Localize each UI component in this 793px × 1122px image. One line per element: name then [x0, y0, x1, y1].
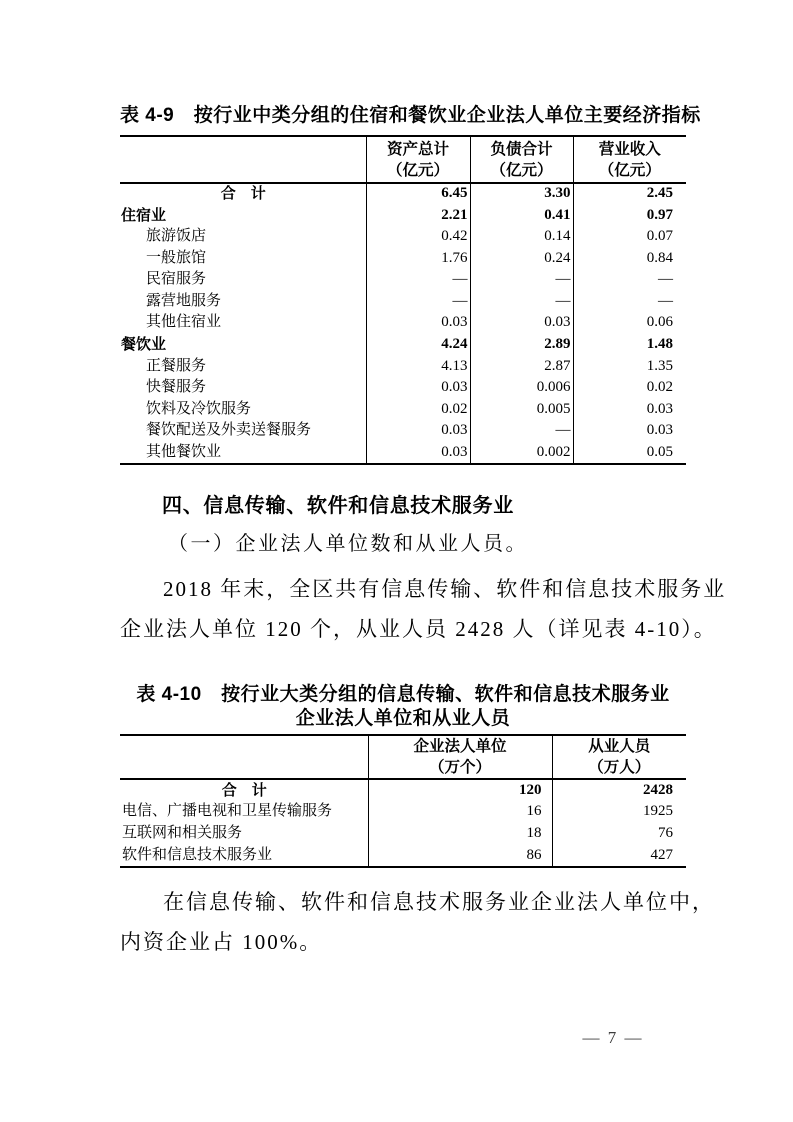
row-value: —: [573, 269, 686, 291]
row-value: 1.48: [573, 334, 686, 356]
paragraph-2-line-2: 内资企业占 100%。: [120, 930, 323, 954]
row-value: 1.76: [366, 248, 470, 270]
row-label: 合 计: [221, 781, 267, 799]
row-value: 0.41: [470, 205, 573, 227]
row-label: 正餐服务: [146, 357, 207, 374]
table-row: [120, 291, 686, 313]
row-value: 0.02: [366, 399, 470, 421]
row-value: 4.13: [366, 356, 470, 378]
paragraph-1-line-1: 2018 年末，全区共有信息传输、软件和信息技术服务业: [163, 577, 727, 601]
row-value: 2.87: [470, 356, 573, 378]
table-4-10-title-line-2: 企业法人单位和从业人员: [295, 708, 511, 729]
row-value: 76: [552, 823, 686, 845]
table-row: [120, 801, 686, 823]
row-value: 0.03: [470, 313, 573, 335]
row-label: 其他餐饮业: [146, 443, 222, 460]
table-4-9: [120, 135, 686, 465]
header-unit: （亿元）: [386, 161, 449, 179]
row-value: 0.006: [470, 377, 573, 399]
table-4-9-body: [120, 183, 686, 464]
row-value: 0.05: [573, 442, 686, 464]
row-label: 餐饮业: [121, 336, 167, 354]
row-label: 一般旅馆: [146, 249, 207, 266]
table-4-9-title: 表 4-9 按行业中类分组的住宿和餐饮业企业法人单位主要经济指标: [120, 105, 701, 126]
header-line: 企业法人单位: [413, 738, 507, 755]
row-value: 427: [552, 845, 686, 867]
table-row: [120, 442, 686, 464]
row-label: 饮料及冷饮服务: [146, 400, 252, 417]
paragraph-1-line-2: 企业法人单位 120 个，从业人员 2428 人（详见表 4-10）。: [120, 617, 717, 641]
header-unit: （万个）: [428, 759, 491, 776]
header-line: 从业人员: [588, 738, 651, 755]
row-value: —: [470, 421, 573, 443]
row-value: 0.03: [366, 421, 470, 443]
row-label: 住宿业: [121, 206, 167, 224]
row-value: 0.84: [573, 248, 686, 270]
section-subheading: （一）企业法人单位数和从业人员。: [168, 533, 528, 555]
table-row: [120, 183, 686, 205]
header-unit: （亿元）: [490, 161, 553, 179]
row-label: 合 计: [220, 185, 266, 203]
table-4-9-header-liabilities: [470, 136, 573, 183]
row-label: 旅游饭店: [146, 228, 207, 245]
row-value: 0.03: [573, 399, 686, 421]
row-value: 2428: [552, 779, 686, 801]
table-row: [120, 823, 686, 845]
table-row: [120, 399, 686, 421]
table-row: [120, 377, 686, 399]
table-row: [120, 779, 686, 801]
row-value: —: [366, 291, 470, 313]
table-row: [120, 226, 686, 248]
row-value: 2.89: [470, 334, 573, 356]
table-4-10-body: [120, 779, 686, 867]
row-value: 16: [368, 801, 552, 823]
row-value: —: [366, 269, 470, 291]
row-value: —: [573, 291, 686, 313]
row-value: 0.005: [470, 399, 573, 421]
row-value: 0.03: [366, 442, 470, 464]
row-label: 餐饮配送及外卖送餐服务: [146, 422, 312, 439]
table-4-10-header-employees: [552, 735, 686, 779]
row-value: 18: [368, 823, 552, 845]
table-row: [120, 269, 686, 291]
table-4-10-header-legal-units: [368, 735, 552, 779]
header-unit: （万人）: [588, 759, 651, 776]
row-value: 0.07: [573, 226, 686, 248]
header-unit: （亿元）: [598, 161, 661, 179]
table-4-10-header-row: [120, 735, 686, 779]
table-row: [120, 313, 686, 335]
row-value: 2.21: [366, 205, 470, 227]
row-value: 0.14: [470, 226, 573, 248]
table-4-10-title-line-1: 表 4-10 按行业大类分组的信息传输、软件和信息技术服务业: [136, 684, 670, 705]
table-4-9-header-assets: [366, 136, 470, 183]
row-value: 0.24: [470, 248, 573, 270]
table-4-9-header-revenue: [573, 136, 686, 183]
row-value: 1925: [552, 801, 686, 823]
table-row: [120, 205, 686, 227]
row-value: 0.03: [366, 377, 470, 399]
table-4-10: [120, 734, 686, 868]
table-row: [120, 356, 686, 378]
row-value: —: [470, 291, 573, 313]
row-value: 1.35: [573, 356, 686, 378]
row-label: 露营地服务: [146, 292, 222, 309]
paragraph-2-line-1: 在信息传输、软件和信息技术服务业企业法人单位中，: [163, 890, 715, 914]
section-heading: 四、信息传输、软件和信息技术服务业: [162, 495, 514, 517]
row-value: 0.03: [573, 421, 686, 443]
row-value: 0.97: [573, 205, 686, 227]
table-row: [120, 845, 686, 867]
row-label: 快餐服务: [146, 379, 207, 396]
table-4-10-header-stub: [120, 735, 368, 779]
row-value: 0.06: [573, 313, 686, 335]
row-value: 0.42: [366, 226, 470, 248]
row-value: 0.02: [573, 377, 686, 399]
row-value: —: [470, 269, 573, 291]
page-number: — 7 —: [582, 1028, 644, 1047]
table-row: [120, 421, 686, 443]
row-value: 86: [368, 845, 552, 867]
row-value: 2.45: [573, 183, 686, 205]
row-value: 120: [368, 779, 552, 801]
header-line: 资产总计: [386, 140, 449, 158]
row-label: 互联网和相关服务: [122, 825, 243, 842]
row-value: 0.002: [470, 442, 573, 464]
header-line: 营业收入: [598, 140, 661, 158]
table-4-9-header-stub: [120, 136, 366, 183]
table-row: [120, 248, 686, 270]
row-label: 软件和信息技术服务业: [122, 846, 273, 863]
row-value: 4.24: [366, 334, 470, 356]
row-value: 6.45: [366, 183, 470, 205]
header-line: 负债合计: [490, 140, 553, 158]
table-row: [120, 334, 686, 356]
row-value: 3.30: [470, 183, 573, 205]
row-label: 其他住宿业: [146, 314, 222, 331]
row-label: 电信、广播电视和卫星传输服务: [122, 803, 333, 820]
table-4-9-header-row: [120, 136, 686, 183]
row-label: 民宿服务: [146, 271, 207, 288]
row-value: 0.03: [366, 313, 470, 335]
